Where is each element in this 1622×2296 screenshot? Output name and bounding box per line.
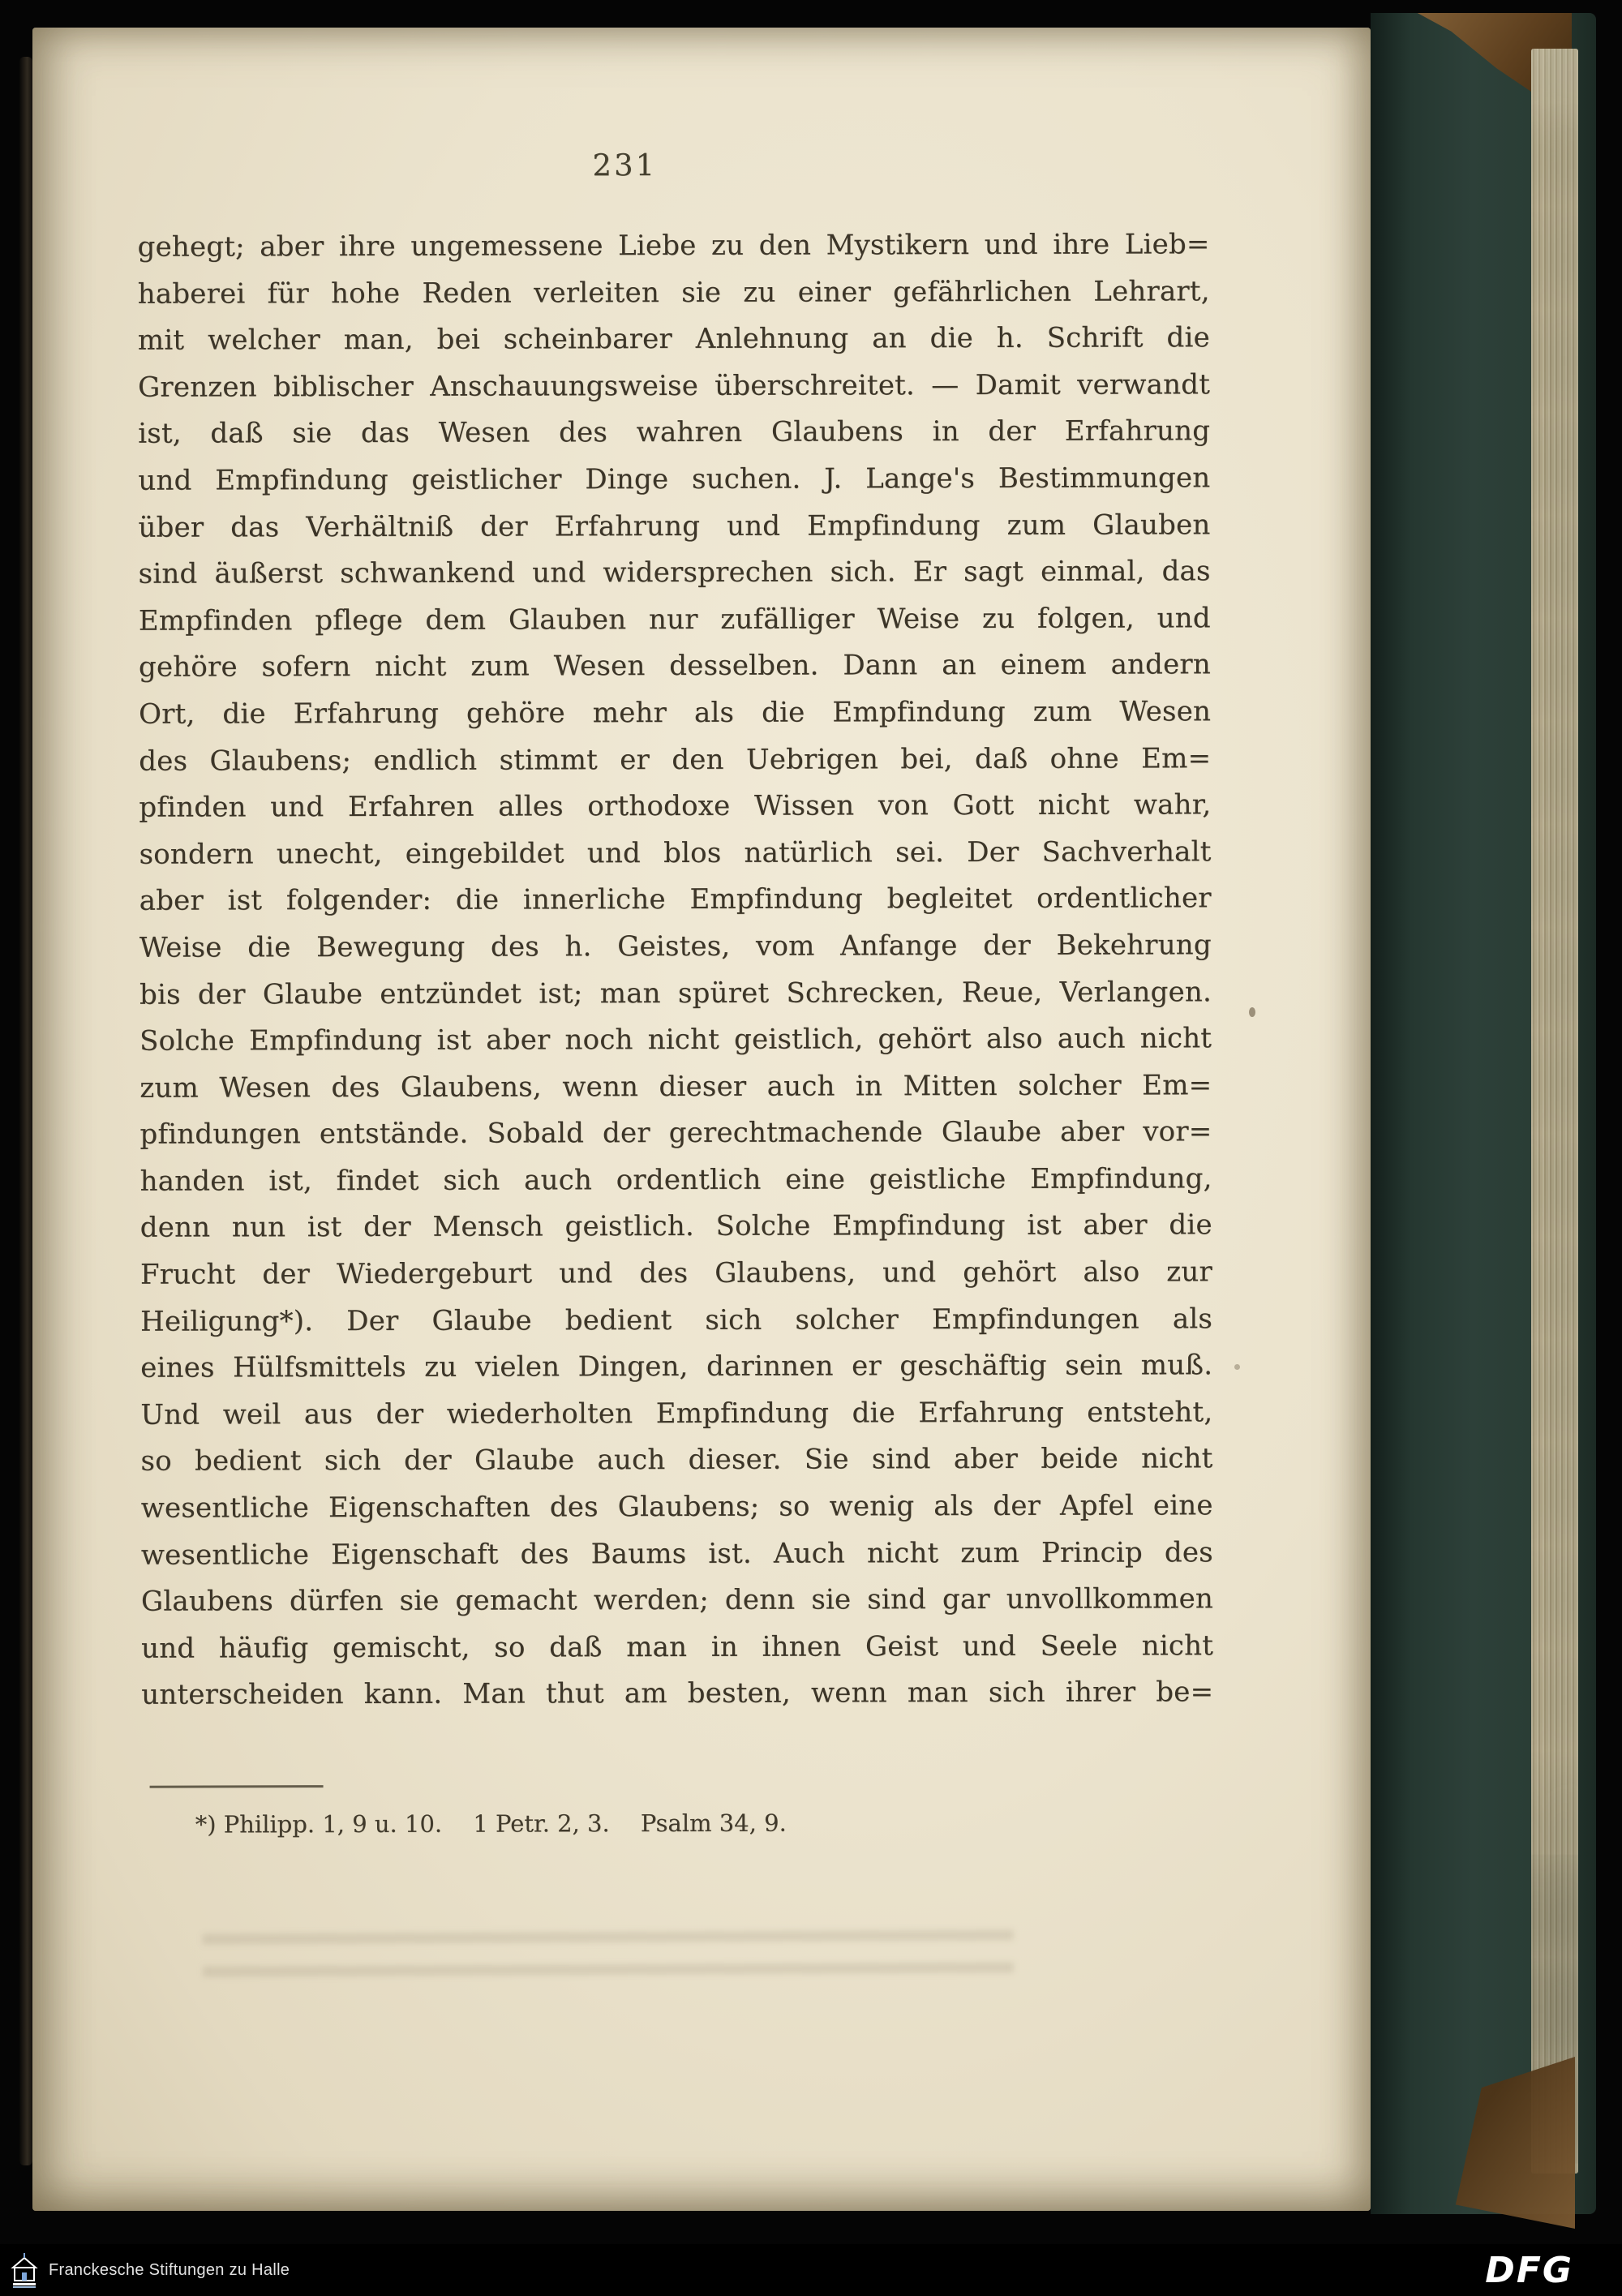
library-name: Franckesche Stiftungen zu Halle xyxy=(49,2260,290,2279)
text-line: ist, daß sie das Wesen des wahren Glaubens in der Erfahrung xyxy=(138,414,1211,451)
text-line: über das Verhältniß der Erfahrung und Empfindung zum Glauben xyxy=(138,508,1211,544)
text-line: Heiligung*). Der Glaube bedient sich solcher Empfindungen als xyxy=(140,1302,1213,1338)
text-line: Glaubens dürfen sie gemacht werden; denn sie sind gar unvollkommen xyxy=(140,1582,1214,1618)
scanned-page xyxy=(32,28,1371,2211)
text-line: pfindungen entstände. Sobald der gerechtmachende Glaube aber vor= xyxy=(139,1115,1212,1152)
footnote-divider xyxy=(150,1785,324,1788)
text-line: denn nun ist der Mensch geistlich. Solche Empfindung ist aber die xyxy=(139,1208,1212,1245)
text-line: sind äußerst schwankend und widersprechen sich. Er sagt einmal, das xyxy=(138,555,1211,590)
text-line: Frucht der Wiedergeburt und des Glaubens, und gehört also zur xyxy=(139,1255,1212,1291)
text-line: bis der Glaube entzündet ist; man spüret Schrecken, Reue, Verlangen. xyxy=(139,975,1212,1011)
text-line: gehöre sofern nicht zum Wesen desselben. Dann an einem andern xyxy=(138,648,1211,685)
fore-edge-pages xyxy=(1531,49,1578,2174)
page-number: 231 xyxy=(592,148,658,183)
text-line: zum Wesen des Glaubens, wenn dieser auch in Mitten solcher Em= xyxy=(139,1068,1212,1105)
verso-showthrough xyxy=(203,1929,1014,1997)
text-line: sondern unecht, eingebildet und blos natürlich sei. Der Sachverhalt xyxy=(139,835,1212,871)
text-line: aber ist folgender: die innerliche Empfindung begleitet ordentlicher xyxy=(139,882,1212,918)
text-line: mit welcher man, bei scheinbarer Anlehnung an die h. Schrift die xyxy=(137,321,1210,357)
page-text-block xyxy=(137,146,1213,1838)
text-line: und häufig gemischt, so daß man in ihnen Geist und Seele nicht xyxy=(141,1629,1214,1665)
text-line: handen ist, findet sich auch ordentlich eine geistliche Empfindung, xyxy=(139,1162,1212,1198)
page-body xyxy=(138,221,1214,1719)
text-line: Weise die Bewegung des h. Geistes, vom Anfange der Bekehrung xyxy=(139,929,1212,964)
text-line: unterscheiden kann. Man thut am besten, wenn man sich ihrer be= xyxy=(141,1676,1214,1712)
text-line: und Empfindung geistlicher Dinge suchen. J. Lange's Bestimmungen xyxy=(138,461,1211,497)
text-line: so bedient sich der Glaube auch dieser. Sie sind aber beide nicht xyxy=(140,1442,1213,1478)
left-page-edge xyxy=(19,57,32,2165)
text-line: pfinden und Erfahren alles orthodoxe Wissen von Gott nicht wahr, xyxy=(139,788,1212,824)
leather-corner-bottom xyxy=(1445,2057,1575,2229)
text-line: gehegt; aber ihre ungemessene Liebe zu den Mystikern und ihre Lieb= xyxy=(137,228,1210,264)
text-line: wesentliche Eigenschaft des Baums ist. Auch nicht zum Princip des xyxy=(140,1535,1213,1572)
text-line: Grenzen biblischer Anschauungsweise überschreitet. — Damit verwandt xyxy=(137,368,1211,404)
text-line: eines Hülfsmittels zu vielen Dingen, darinnen er geschäftig sein muß. xyxy=(140,1349,1213,1384)
text-line: wesentliche Eigenschaften des Glaubens; so wenig als der Apfel eine xyxy=(140,1489,1213,1525)
text-line: Ort, die Erfahrung gehöre mehr als die Empfindung zum Wesen xyxy=(139,695,1212,731)
franckesche-stiftungen-logo-icon xyxy=(10,2251,39,2289)
dfg-logo: DFG xyxy=(1485,2249,1573,2291)
digitization-footer xyxy=(0,2244,1622,2296)
text-line: Solche Empfindung ist aber noch nicht geistlich, gehört also auch nicht xyxy=(139,1022,1212,1058)
text-line: haberei für hohe Reden verleiten sie zu einer gefährlichen Lehrart, xyxy=(137,274,1210,311)
text-line: Empfinden pflege dem Glauben nur zufälliger Weise zu folgen, und xyxy=(138,602,1211,637)
paper-stain xyxy=(1234,1364,1240,1370)
text-line: des Glaubens; endlich stimmt er den Uebrigen bei, daß ohne Em= xyxy=(139,741,1212,778)
text-line: Und weil aus der wiederholten Empfindung die Erfahrung entsteht, xyxy=(140,1396,1213,1431)
paper-stain xyxy=(1249,1007,1255,1017)
book-cover-edge xyxy=(1371,13,1596,2214)
footnote: *) Philipp. 1, 9 u. 10. 1 Petr. 2, 3. Psalm 34, 9. xyxy=(195,1809,787,1839)
